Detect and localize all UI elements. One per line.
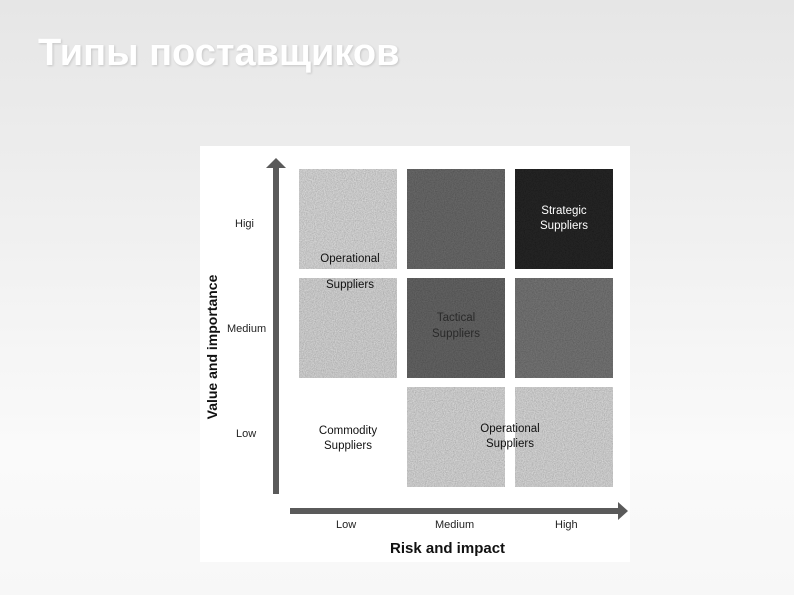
- cell-operational-medium: [299, 278, 397, 378]
- x-axis-arrow: [290, 508, 620, 514]
- supplier-matrix-figure: [200, 146, 630, 562]
- operational-top-label-2: Suppliers: [326, 279, 374, 291]
- commodity-label-1: Commodity: [318, 425, 378, 437]
- tactical-label-1: Tactical: [436, 312, 476, 324]
- x-tick-low: Low: [336, 519, 357, 531]
- y-axis-arrowhead: [266, 158, 286, 168]
- cell-medium-high: [407, 169, 505, 269]
- x-tick-medium: Medium: [435, 519, 475, 531]
- y-tick-high: Higi: [235, 218, 254, 230]
- commodity-label-2: Suppliers: [324, 440, 372, 452]
- x-axis-title: Risk and impact: [390, 540, 506, 557]
- strategic-label-1: Strategic: [541, 205, 587, 217]
- x-tick-high: High: [555, 519, 578, 531]
- x-axis-arrowhead: [618, 502, 628, 520]
- y-axis-arrow: [273, 166, 279, 494]
- y-tick-medium: Medium: [227, 323, 267, 335]
- y-tick-low: Low: [236, 428, 257, 440]
- cell-high-medium: [515, 278, 613, 378]
- operational-top-label-1: Operational: [320, 253, 380, 265]
- y-axis-title: Value and importance: [204, 274, 220, 420]
- operational-bottom-label-2: Suppliers: [486, 438, 534, 450]
- tactical-label-2: Suppliers: [432, 328, 480, 340]
- slide-title: Типы поставщиков: [38, 32, 400, 74]
- operational-bottom-label-1: Operational: [480, 423, 540, 435]
- strategic-label-2: Suppliers: [540, 220, 588, 232]
